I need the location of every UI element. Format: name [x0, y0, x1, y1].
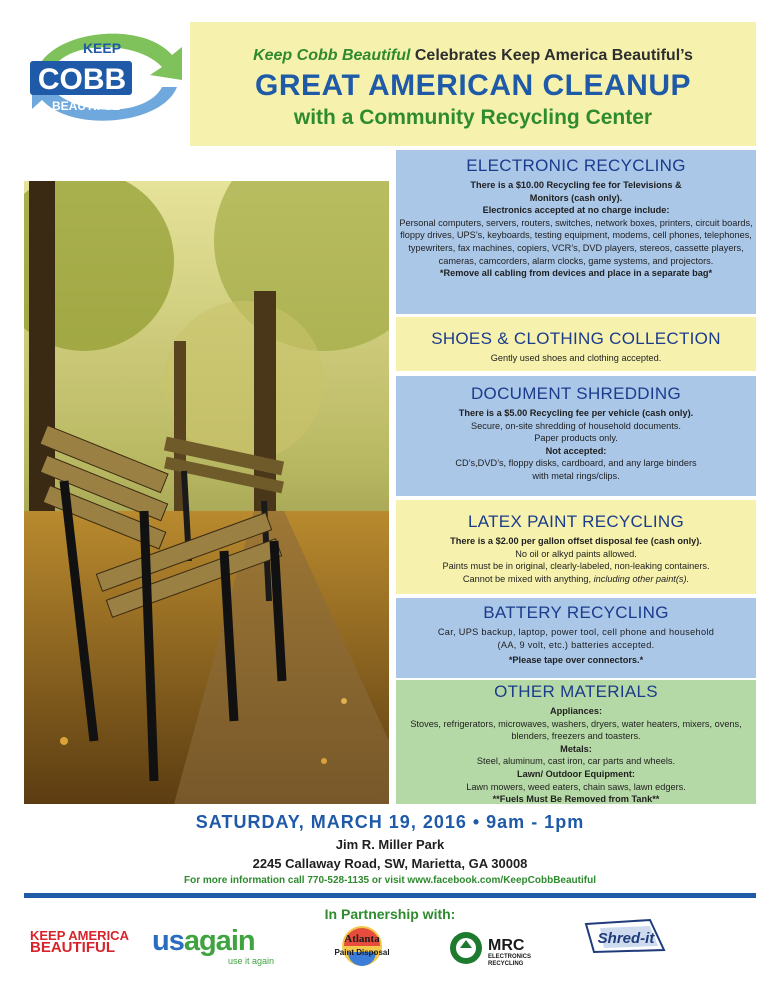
paint-title: LATEX PAINT RECYCLING	[467, 512, 685, 531]
appliances-heading: Appliances:	[549, 706, 603, 716]
paint-line2: Paints must be in original, clearly-labeled, non-leaking containers.	[442, 561, 710, 572]
document-shredding-panel	[396, 376, 756, 496]
electronic-note: *Remove all cabling from devices and place in a separate bag*	[439, 268, 713, 279]
usagain-wordmark	[152, 925, 255, 958]
shoes-title: SHOES & CLOTHING COLLECTION	[431, 329, 721, 348]
battery-note: *Please tape over connectors.*	[508, 655, 644, 666]
appliances-list: Stoves, refrigerators, microwaves, washers, dryers, water heaters, mixers, ovens, blenders, freezers and toasters.	[410, 718, 742, 742]
keep-cobb-beautiful-logo	[22, 25, 192, 129]
partners-title: In Partnership with:	[324, 906, 456, 922]
battery-recycling-panel	[396, 598, 756, 678]
latex-paint-panel	[396, 500, 756, 594]
documents-line2: Paper products only.	[534, 433, 618, 444]
metals-heading: Metals:	[560, 743, 592, 754]
paint-line3	[396, 573, 756, 586]
mrc-sub2-text: RECYCLING	[488, 961, 524, 967]
paint-line3-emphasis: including other paint(s).	[593, 573, 690, 584]
usagain-us: us	[152, 925, 184, 957]
logo-beautiful-text: BEAUTIFUL	[52, 99, 120, 113]
documents-fee: There is a $5.00 Recycling fee per vehicle (cash only).	[458, 408, 694, 418]
electronic-fee: There is a $10.00 Recycling fee for Televisions & Monitors (cash only).	[470, 180, 682, 203]
page-title: GREAT AMERICAN CLEANUP	[255, 69, 691, 102]
paint-fee: There is a $2.00 per gallon offset disposal fee (cash only).	[450, 536, 702, 546]
documents-line1: Secure, on-site shredding of household documents.	[471, 420, 681, 431]
lawn-heading: Lawn/ Outdoor Equipment:	[517, 768, 635, 779]
shredit-text: Shred-it	[597, 930, 655, 947]
fuel-note: **Fuels Must Be Removed from Tank**	[492, 794, 660, 805]
usagain-again: again	[183, 925, 255, 957]
header-tagline: with a Community Recycling Center	[293, 106, 653, 129]
event-address: 2245 Callaway Road, SW, Marietta, GA 30008	[252, 856, 528, 871]
contact-info: For more information call 770-528-1135 or visit www.facebook.com/KeepCobbBeautiful	[184, 875, 596, 886]
header-subtitle-rest: Celebrates Keep America Beautiful’s	[410, 47, 693, 64]
apd-line2: Paint Disposal	[334, 948, 390, 957]
event-date: SATURDAY, MARCH 19, 2016 • 9am - 1pm	[195, 812, 585, 832]
apd-line1: Atlanta	[344, 933, 380, 945]
logo-keep-text: KEEP	[82, 40, 122, 56]
documents-not-accepted-heading: Not accepted:	[545, 445, 607, 456]
divider	[24, 893, 756, 898]
documents-not-accepted: CD’s,DVD’s, floppy disks, cardboard, and any large binders with metal rings/clips.	[455, 458, 697, 481]
electronic-items: Personal computers, servers, routers, switches, network boxes, printers, circuit boards, floppy drives, UPS’s, keyboards, testing equipment, modems, cell phones, telephones, typewriters, fax machines, copiers, VCR’s, DVD players, stereos, cassette players, cameras, camcorders, alarm clocks, game systems, and projectors.	[399, 217, 753, 266]
shoes-clothing-panel	[396, 317, 756, 371]
org-name: Keep Cobb Beautiful	[253, 47, 411, 64]
keep-america-beautiful-logo	[30, 930, 150, 954]
park-bench-photo	[24, 181, 389, 804]
electronic-recycling-panel	[396, 150, 756, 314]
other-title: OTHER MATERIALS	[494, 682, 658, 701]
electronic-accepted-heading: Electronics accepted at no charge include:	[482, 205, 670, 216]
electronic-title: ELECTRONIC RECYCLING	[466, 156, 686, 175]
lawn-list: Lawn mowers, weed eaters, chain saws, lawn edgers.	[466, 781, 686, 792]
atlanta-paint-disposal-logo	[330, 922, 422, 970]
usagain-tagline: use it again	[228, 956, 275, 966]
mrc-main-text: MRC	[488, 937, 525, 954]
documents-title: DOCUMENT SHREDDING	[470, 384, 682, 403]
event-venue: Jim R. Miller Park	[335, 837, 445, 852]
kab-line2: BEAUTIFUL	[30, 939, 115, 956]
mrc-sub1-text: ELECTRONICS	[488, 954, 532, 960]
other-materials-panel	[396, 680, 756, 804]
paint-line1: No oil or alkyd paints allowed.	[515, 548, 637, 559]
header-subtitle	[190, 47, 756, 65]
shred-it-logo	[580, 918, 670, 956]
shoes-text: Gently used shoes and clothing accepted.	[490, 353, 662, 363]
usagain-logo	[152, 925, 277, 967]
mrc-electronics-recycling-logo	[444, 928, 554, 968]
metals-list: Steel, aluminum, cast iron, car parts and wheels.	[476, 756, 676, 767]
battery-title: BATTERY RECYCLING	[483, 603, 669, 622]
paint-line3-text: Cannot be mixed with anything,	[462, 573, 594, 584]
battery-text: Car, UPS backup, laptop, power tool, cell phone and household (AA, 9 volt, etc.) batteries accepted.	[437, 627, 715, 650]
kab-line1: KEEP AMERICA	[30, 928, 129, 943]
logo-cobb-text: COBB	[37, 63, 127, 96]
